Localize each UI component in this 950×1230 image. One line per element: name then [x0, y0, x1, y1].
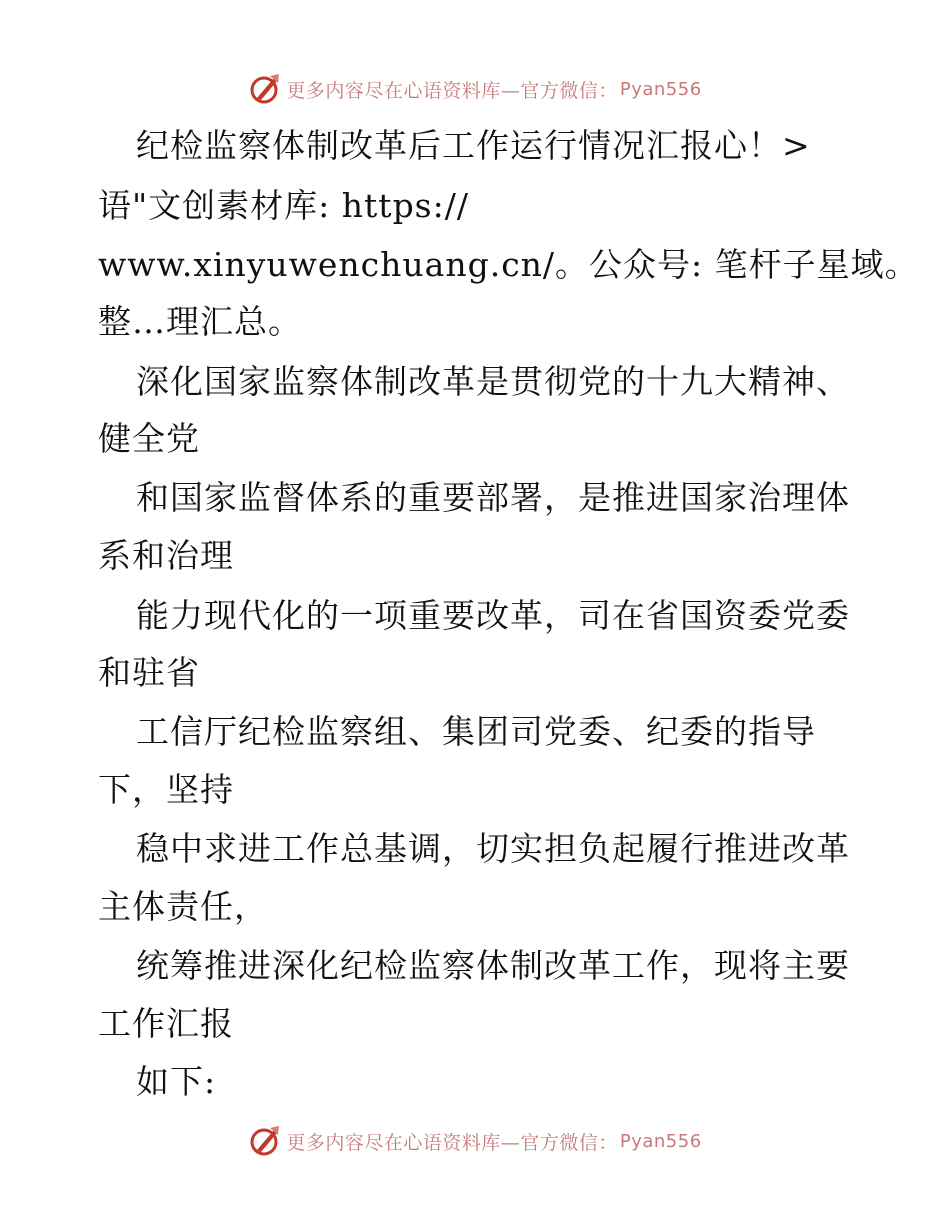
- footer-watermark: [0, 1124, 950, 1158]
- body-line: 下，坚持: [98, 770, 234, 809]
- body-line: 如下:: [136, 1062, 217, 1101]
- body-line: 健全党: [98, 419, 200, 458]
- body-line: 主体责任，: [98, 887, 268, 926]
- quill-logo-icon: [248, 1124, 282, 1158]
- body-line: 和国家监督体系的重要部署，是推进国家治理体: [136, 478, 850, 517]
- header-watermark-id: Pyan556: [619, 78, 702, 100]
- body-line: 系和治理: [98, 536, 234, 575]
- body-line: 和驻省: [98, 653, 200, 692]
- body-line: 稳中求进工作总基调，切实担负起履行推进改革: [136, 829, 850, 868]
- body-line: 深化国家监察体制改革是贯彻党的十九大精神、: [136, 362, 850, 401]
- body-line: 工信厅纪检监察组、集团司党委、纪委的指导: [136, 712, 816, 751]
- footer-watermark-text: 更多内容尽在心语资料库—官方微信：: [286, 1131, 618, 1154]
- body-line: 纪检监察体制改革后工作运行情况汇报心！>: [136, 126, 811, 165]
- body-line: 工作汇报: [98, 1004, 234, 1043]
- body-line: 统筹推进深化纪检监察体制改革工作，现将主要: [136, 946, 850, 985]
- body-line: www.xinyuwenchuang.cn/。公众号: 笔杆子星域。: [98, 245, 919, 284]
- body-line: 能力现代化的一项重要改革，司在省国资委党委: [136, 596, 850, 635]
- header-watermark-text: 更多内容尽在心语资料库—官方微信：: [286, 79, 618, 102]
- footer-watermark-id: Pyan556: [619, 1130, 702, 1152]
- body-line: 整…理汇总。: [98, 302, 302, 341]
- body-line: 语"文创素材库: https://: [98, 186, 469, 225]
